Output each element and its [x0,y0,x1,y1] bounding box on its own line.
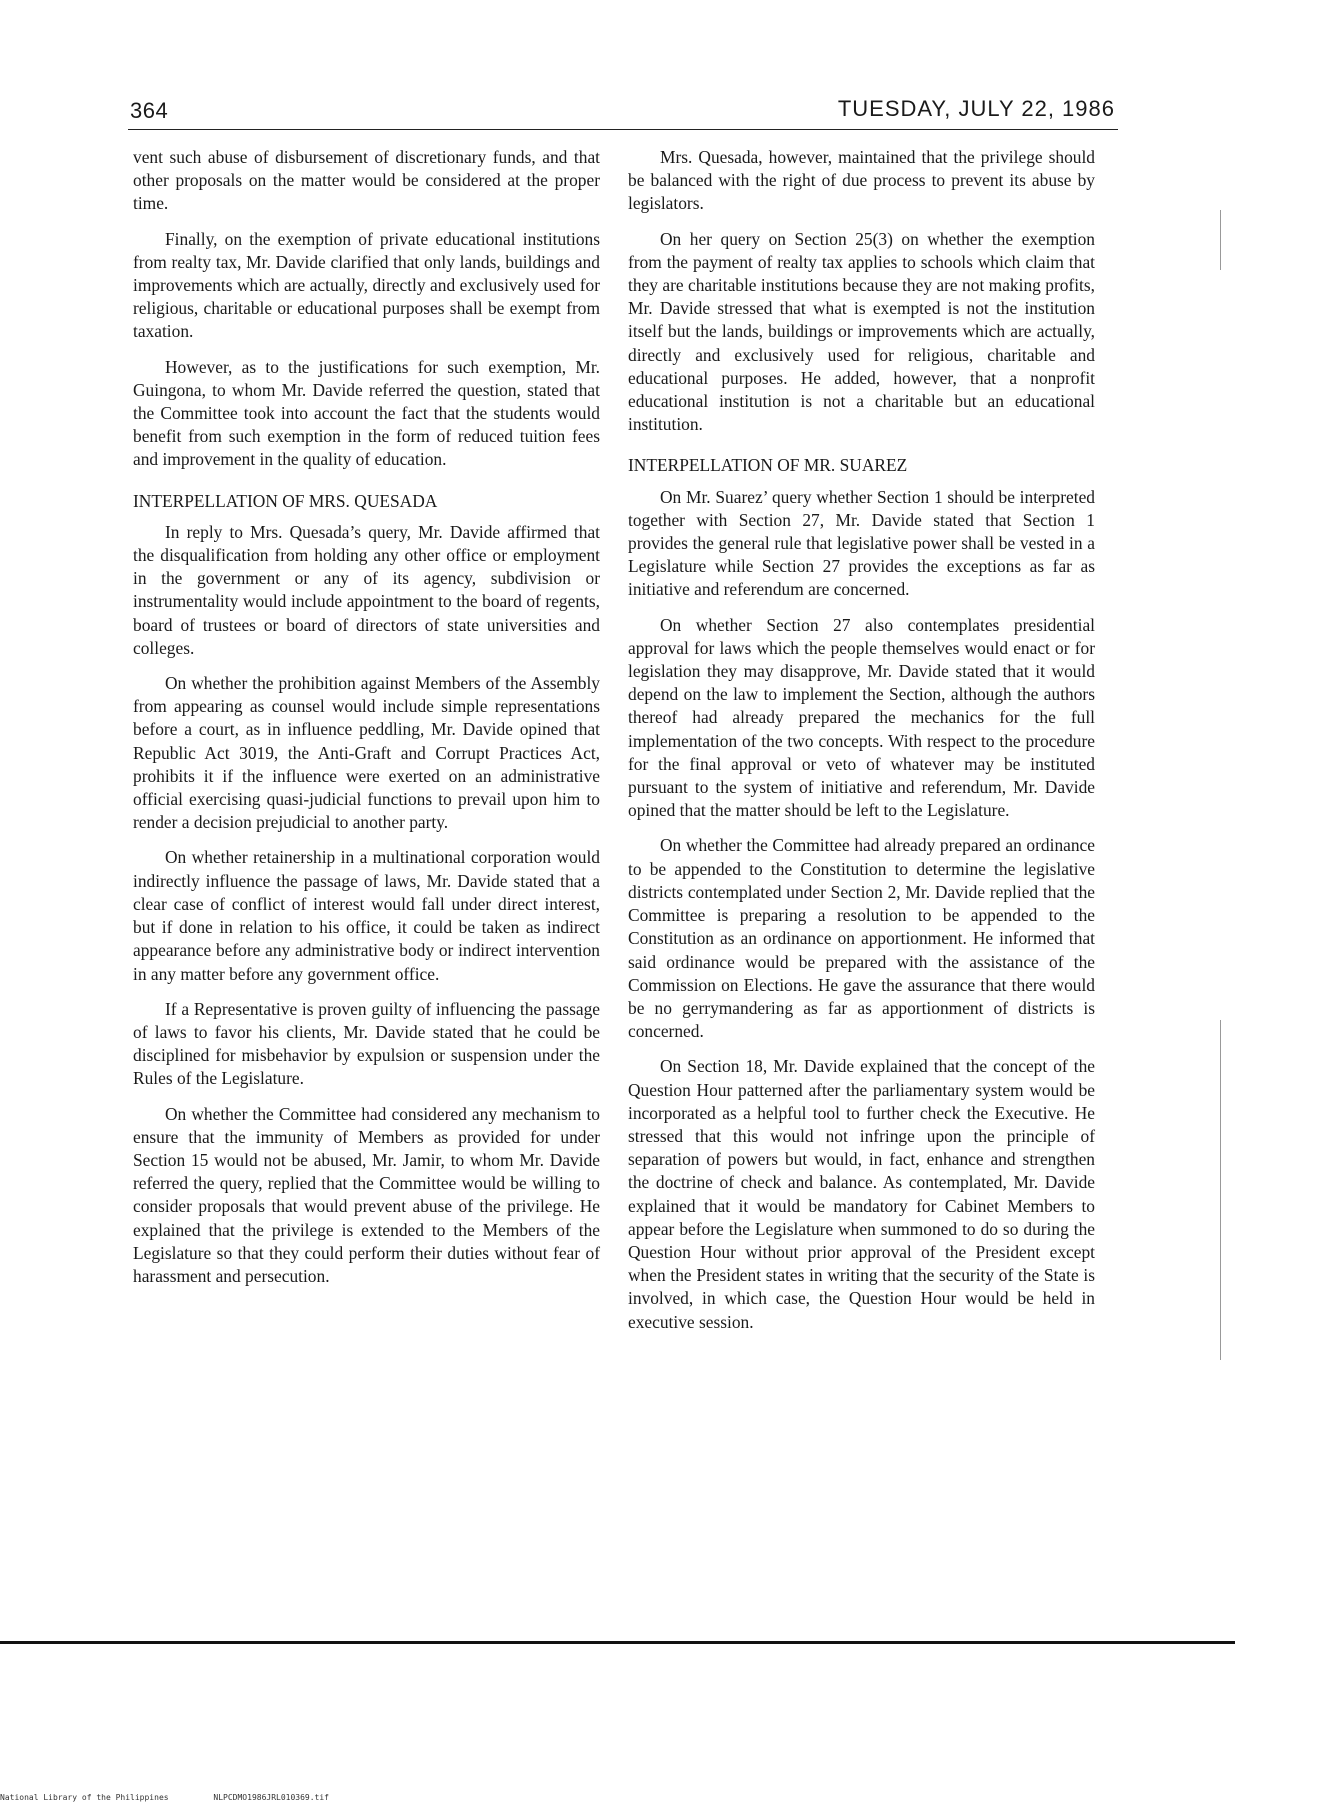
footer-library: National Library of the Philippines [0,1793,169,1802]
paragraph: On whether Section 27 also contemplates presidential approval for laws which the people themselves would enact or for legislation they may disapprove, Mr. Davide stated that it would depend on the law to implement the Section, although the authors thereof had already prepared the mechanics for the full implementation of the two concepts. With respect to the procedure for the final approval or veto of whatever may be instituted pursuant to the system of initiative and referendum, Mr. Davide opined that the matter should be left to the Legislature. [628,614,1095,821]
paragraph: However, as to the justifications for such exemption, Mr. Guingona, to whom Mr. Davide referred the question, stated that the Committee took into account the fact that the students would benefit from such exemption in the form of reduced tuition fees and improvement in the quality of education. [133,356,600,470]
bottom-rule [0,1641,1235,1644]
paragraph: Mrs. Quesada, however, maintained that the privilege should be balanced with the right of due process to prevent its abuse by legislators. [628,147,1095,214]
page-number: 364 [130,98,169,123]
paragraph: On Section 18, Mr. Davide explained that the concept of the Question Hour patterned after the parliamentary system would be incorporated as a helpful tool to further check the Executive. He stressed that this would not infringe upon the principle of separation of powers but would, in fact, enhance and strengthen the doctrine of check and balance. As contemplated, Mr. Davide explained that it would be mandatory for Cabinet Members to appear before the Legislature when summoned to do so during the Question Hour without prior approval of the President except when the President states in writing that the security of the State is involved, in which case, the Question Hour would be held in executive session. [628,1056,1095,1332]
paragraph: vent such abuse of disbursement of discretionary funds, and that other proposals on the matter would be considered at the proper time. [133,147,600,214]
paragraph: On whether the Committee had considered any mechanism to ensure that the immunity of Members as provided for under Section 15 would not be abused, Mr. Jamir, to whom Mr. Davide referred the query, replied that the Committee would be willing to consider proposals that would prevent abuse of the privilege. He explained that the privilege is extended to the Members of the Legislature so that they could perform their duties without fear of harassment and persecution. [133,1103,600,1286]
right-edge-mark [1220,210,1221,270]
right-column [628,146,1095,1346]
paragraph: On whether the prohibition against Members of the Assembly from appearing as counsel would include simple representations before a court, as in influence peddling, Mr. Davide opined that Republic Act 3019, the Anti-Graft and Corrupt Practices Act, prohibits it if the influence were exerted on an administrative official exercising quasi-judicial functions to prevail upon him to render a decision prejudicial to another party. [133,673,600,833]
header-rule [128,129,1118,130]
paragraph: If a Representative is proven guilty of influencing the passage of laws to favor his clients, Mr. Davide stated that he could be disciplined for misbehavior by expulsion or suspension under the Rules of the Legislature. [133,998,600,1089]
footer-line [0,1793,369,1802]
paragraph: Finally, on the exemption of private educational institutions from realty tax, Mr. Davide clarified that only lands, buildings and improvements which are actually, directly and exclusively used for religious, charitable or educational purposes shall be exempt from taxation. [133,228,600,342]
paragraph: On Mr. Suarez’ query whether Section 1 should be interpreted together with Section 27, Mr. Davide stated that Section 1 provides the general rule that legislative power shall be vested in a Legislature while Section 27 provides the exceptions as far as initiative and referendum are concerned. [628,486,1095,600]
paragraph: In reply to Mrs. Quesada’s query, Mr. Davide affirmed that the disqualification from holding any other office or employment in the government or any of its agency, subdivision or instrumentality would include appointment to the board of regents, board of trustees or board of directors of state universities and colleges. [133,521,600,658]
footer-file-id: NLPCDMO1986JRL010369.tif [213,1793,329,1802]
right-edge-mark [1220,1020,1221,1360]
paragraph: On whether retainership in a multinational corporation would indirectly influence the passage of laws, Mr. Davide stated that a clear case of conflict of interest would fall under direct interest, but if done in relation to his office, it could be taken as indirect appearance before any administrative body or indirect intervention in any matter before any government office. [133,847,600,984]
paragraph: On whether the Committee had already prepared an ordinance to be appended to the Constitution to determine the legislative districts contemplated under Section 2, Mr. Davide replied that the Committee is preparing a resolution to be appended to the Constitution as an ordinance on apportionment. He informed that said ordinance would be prepared with the assistance of the Commission on Elections. He gave the assurance that there would be no gerrymandering as far as apportionment of districts is concerned. [628,835,1095,1042]
section-heading: INTERPELLATION OF MRS. QUESADA [133,490,438,511]
section-heading: INTERPELLATION OF MR. SUAREZ [628,455,908,476]
paragraph: On her query on Section 25(3) on whether the exemption from the payment of realty tax applies to schools which claim that they are charitable institutions because they are not making profits, Mr. Davide stressed that what is exempted is not the institution itself but the lands, buildings or improvements which are actually, directly and exclusively used for religious, charitable and educational purposes. He added, however, that a nonprofit educational institution is not a charitable but an educational institution. [628,228,1095,435]
left-column [133,146,600,1300]
page-date: TUESDAY, JULY 22, 1986 [837,96,1115,121]
